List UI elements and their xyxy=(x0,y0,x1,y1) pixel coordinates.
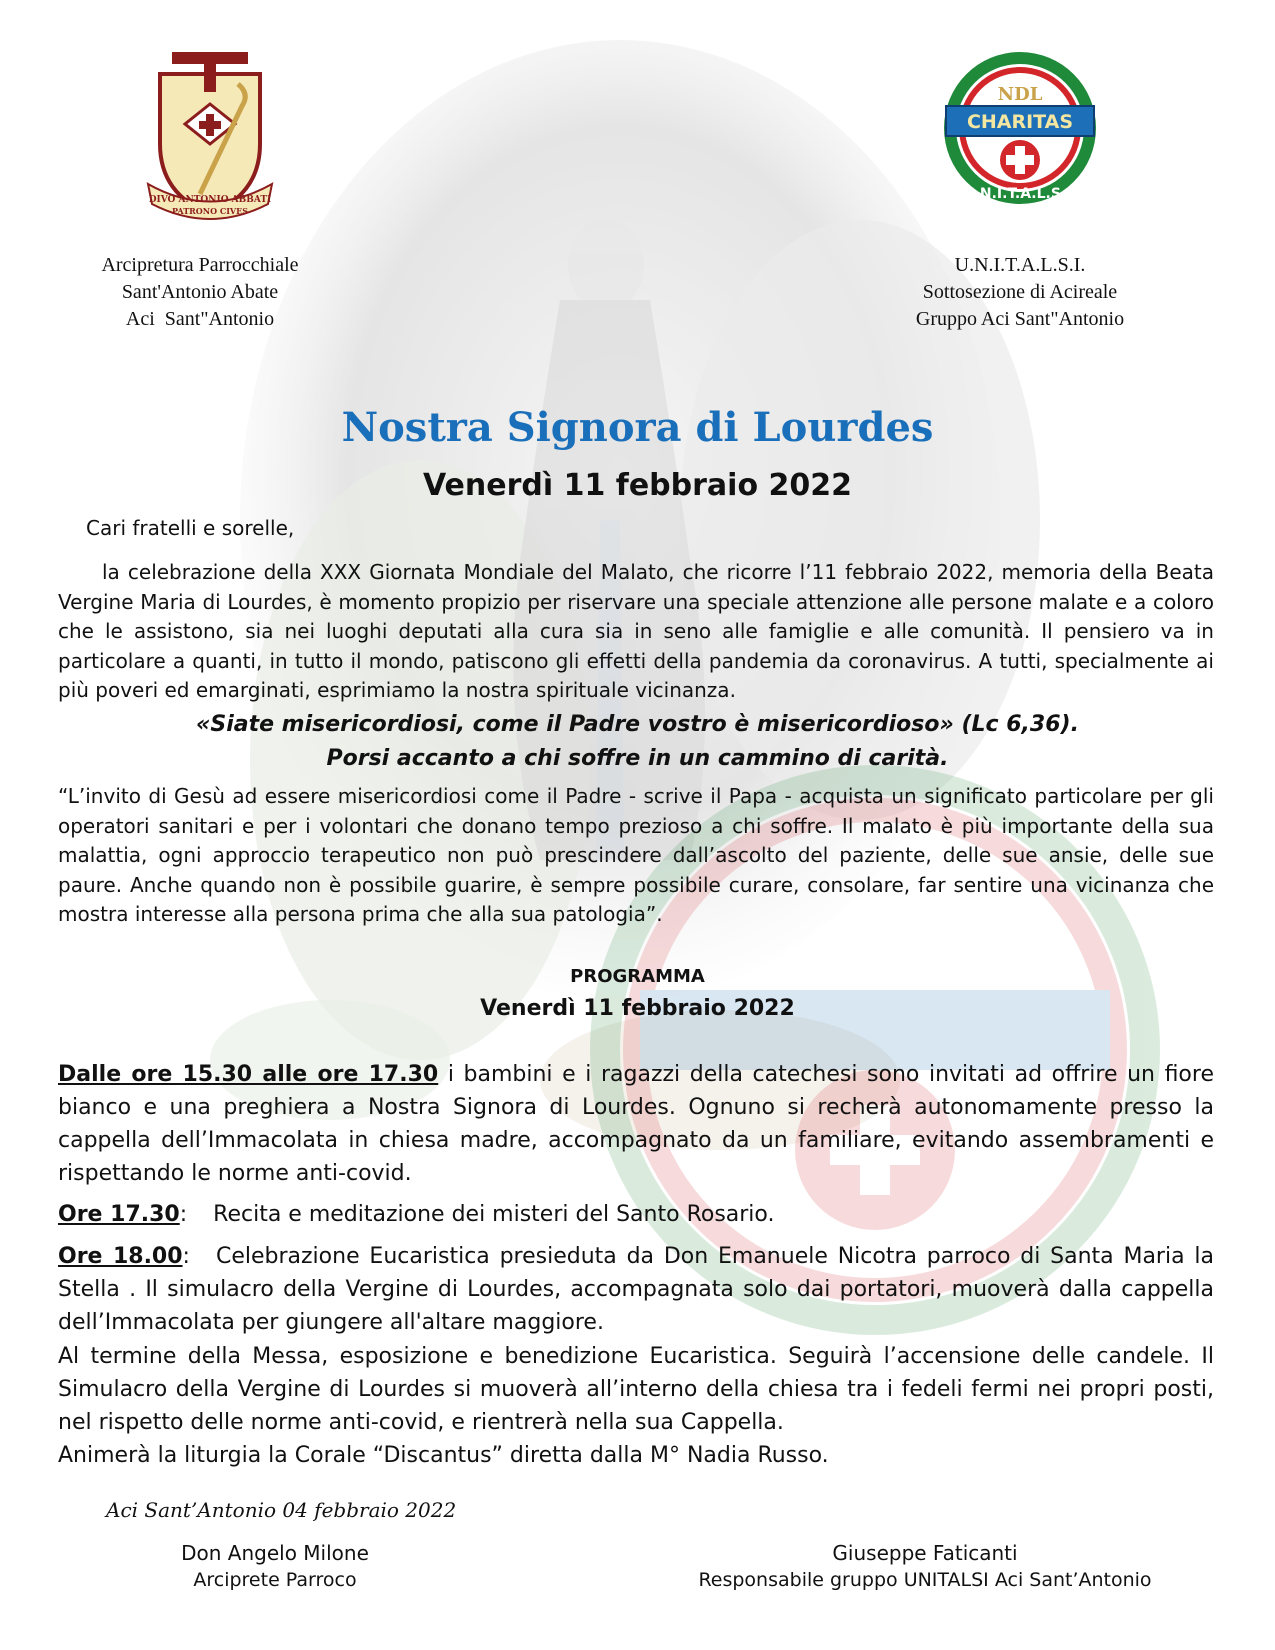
programme-heading: PROGRAMMA xyxy=(570,966,705,987)
pope-quote-paragraph: “L’invito di Gesù ad essere misericordiosi come il Padre - scrive il Papa - acquista un significato particolare per gli operatori sanitari e per i volontari che donano tempo prezioso a chi soffre. Il malato è più importante della sua malattia, ogni approccio terapeutico non può prescindere dall’ascolto del paziente, delle sue ansie, delle sue paure. Anche quando non è possibile guarire, è sempre possibile curare, consolare, far sentire una vicinanza che mostra interesse alla persona prima che alla sua patologia”. xyxy=(58,784,1214,927)
parish-crest-icon xyxy=(140,44,280,224)
bible-quote: «Siate misericordiosi, come il Padre vostro è misericordioso» (Lc 6,36). xyxy=(196,712,1079,737)
unitalsi-header xyxy=(880,252,1160,333)
signature-unitalsi xyxy=(690,1540,1160,1594)
signature-name: Don Angelo Milone xyxy=(181,1541,369,1565)
programme-date: Venerdì 11 febbraio 2022 xyxy=(480,996,795,1021)
unitalsi-top-text: NDL xyxy=(997,84,1043,105)
unitalsi-band-text: CHARITAS xyxy=(966,111,1074,133)
programme-item: Ore 17.30: Recita e meditazione dei misteri del Santo Rosario. xyxy=(58,1202,775,1227)
programme-item: Ore 18.00: Celebrazione Eucaristica presieduta da Don Emanuele Nicotra parroco di Santa Maria la Stella . Il simulacro della Vergine di Lourdes, accompagnata solo dai portatori, muoverà dalla cappella dell’Immacolata per giungere all'altare maggiore. xyxy=(58,1244,1214,1335)
programme-closing xyxy=(58,1340,1214,1472)
crest-ribbon-text: DIVO ANTONIO ABBATI xyxy=(148,195,272,205)
place-and-date: Aci Sant’Antonio 04 febbraio 2022 xyxy=(106,1498,457,1522)
unitalsi-header-line: U.N.I.T.A.L.S.I. xyxy=(954,254,1086,276)
page-title: Nostra Signora di Lourdes xyxy=(341,404,934,451)
intro-paragraph: la celebrazione della XXX Giornata Mondiale del Malato, che ricorre l’11 febbraio 2022, memoria della Beata Vergine Maria di Lourdes, è momento propizio per riservare una speciale attenzione alle persone malate e a coloro che le assistono, sia nei luoghi deputati alla cura sia in seno alle famiglie e alle comunità. Il pensiero va in particolare a quanti, in tutto il mondo, patiscono gli effetti della pandemia da coronavirus. A tutti, specialmente ai più poveri ed emarginati, esprimiamo la nostra spirituale vicinanza. xyxy=(58,560,1214,703)
greeting: Cari fratelli e sorelle, xyxy=(86,516,295,540)
unitalsi-header-line: Sottosezione di Acireale xyxy=(922,281,1118,303)
programme-item-text: i bambini e i ragazzi della catechesi sono invitati ad offrire un fiore bianco e una preghiera a Nostra Signora di Lourdes. Ognuno si recherà autonomamente presso la cappella dell’Immacolata in chiesa madre, accompagnato da un familiare, evitando assembramenti e rispettando le norme anti-covid. xyxy=(58,1062,1214,1186)
programme-closing-text: Al termine della Messa, esposizione e benedizione Eucaristica. Seguirà l’accensione delle candele. Il Simulacro della Vergine di Lourdes si muoverà all’interno della chiesa tra i fedeli fermi nei propri posti, nel rispetto delle norme anti-covid, e rientrerà nella sua Cappella. xyxy=(58,1344,1214,1435)
parish-header-line: Sant'Antonio Abate xyxy=(121,281,279,303)
programme-item-time: Ore 18.00 xyxy=(58,1244,183,1269)
signature-role: Arciprete Parroco xyxy=(193,1569,357,1591)
signature-name: Giuseppe Faticanti xyxy=(832,1541,1018,1565)
programme-item-text: Celebrazione Eucaristica presieduta da Don Emanuele Nicotra parroco di Santa Maria la Stella . Il simulacro della Vergine di Lourdes, accompagnata solo dai portatori, muoverà dalla cappella dell’Immacolata per giungere all'altare maggiore. xyxy=(58,1244,1214,1335)
unitalsi-bottom-text: U.N.I.T.A.L.S.I. xyxy=(963,186,1077,202)
parish-header-line: Arcipretura Parrocchiale xyxy=(101,254,299,276)
signature-role: Responsabile gruppo UNITALSI Aci Sant’Antonio xyxy=(698,1569,1152,1591)
parish-header xyxy=(70,252,330,333)
unitalsi-logo-icon xyxy=(940,38,1100,218)
programme-item-time: Dalle ore 15.30 alle ore 17.30 xyxy=(58,1062,439,1087)
programme-choir-text: Animerà la liturgia la Corale “Discantus” diretta dalla M° Nadia Russo. xyxy=(58,1443,829,1468)
page-subtitle: Venerdì 11 febbraio 2022 xyxy=(422,468,853,503)
parish-header-line: Aci Sant"Antonio xyxy=(125,308,275,330)
theme-quote: Porsi accanto a chi soffre in un cammino di carità. xyxy=(326,746,949,771)
programme-item-text: Recita e meditazione dei misteri del Santo Rosario. xyxy=(213,1202,775,1227)
programme-item xyxy=(58,1058,1214,1190)
unitalsi-header-line: Gruppo Aci Sant"Antonio xyxy=(915,308,1125,330)
signature-parish-priest xyxy=(140,1540,410,1594)
crest-ribbon-text-2: PATRONO CIVES xyxy=(171,206,249,216)
programme-item-time: Ore 17.30 xyxy=(58,1202,180,1227)
